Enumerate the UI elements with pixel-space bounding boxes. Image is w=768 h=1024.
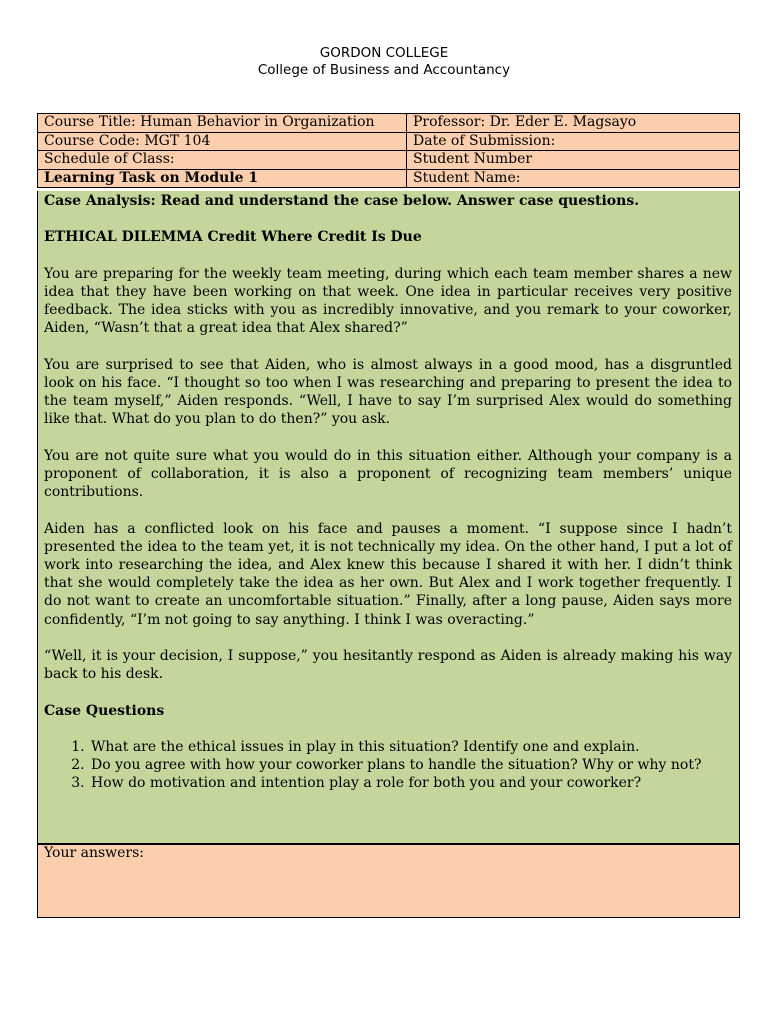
professor-cell: Professor: Dr. Eder E. Magsayo xyxy=(407,114,740,133)
case-paragraph: You are not quite sure what you would do in this situation either. Although your company is a proponent of collaboration, it is also a proponent of recognizing team members’ unique contributions. xyxy=(44,447,732,501)
list-item: 2. Do you agree with how your coworker plans to handle the situation? Why or why not? xyxy=(89,756,732,774)
case-paragraph: You are surprised to see that Aiden, who is almost always in a good mood, has a disgruntled look on his face. “I thought so too when I was researching and preparing to present the idea to the team myself,” Aiden responds. “Well, I have to say I’m surprised Alex would do something like that. What do you plan to do then?” you ask. xyxy=(44,356,732,428)
answers-label: Your answers: xyxy=(44,845,145,861)
table-row xyxy=(38,114,740,133)
case-questions-heading: Case Questions xyxy=(44,702,165,719)
list-item: 3. How do motivation and intention play a role for both you and your coworker? xyxy=(89,774,732,792)
list-item: 1. What are the ethical issues in play in this situation? Identify one and explain. xyxy=(89,738,732,756)
table-row xyxy=(38,151,740,170)
course-title-cell: Course Title: Human Behavior in Organization xyxy=(38,114,407,133)
document-header xyxy=(0,45,768,79)
department-name: College of Business and Accountancy xyxy=(257,62,511,78)
table-row xyxy=(38,169,740,188)
case-paragraph: “Well, it is your decision, I suppose,” you hesitantly respond as Aiden is already making his way back to his desk. xyxy=(44,647,732,683)
institution-name: GORDON COLLEGE xyxy=(319,45,449,61)
answers-area[interactable] xyxy=(37,844,740,918)
case-instruction: Case Analysis: Read and understand the case below. Answer case questions. xyxy=(44,193,640,209)
case-analysis-section xyxy=(37,191,740,844)
case-paragraph: Aiden has a conflicted look on his face and pauses a moment. “I suppose since I hadn’t presented the idea to the team yet, it is not technically my idea. On the other hand, I put a lot of work into researching the idea, and Alex knew this because I shared it with her. I didn’t think that she would completely take the idea as her own. But Alex and I work together frequently. I do not want to create an uncomfortable situation.” Finally, after a long pause, Aiden says more confidently, “I’m not going to say anything. I think I was overacting.” xyxy=(44,520,732,628)
case-questions-list xyxy=(44,738,732,793)
student-number-cell: Student Number xyxy=(407,151,740,170)
course-info-table xyxy=(37,113,740,188)
learning-task-cell: Learning Task on Module 1 xyxy=(38,169,407,188)
date-of-submission-cell: Date of Submission: xyxy=(407,132,740,151)
case-paragraph: You are preparing for the weekly team meeting, during which each team member shares a new idea that they have been working on that week. One idea in particular receives very positive feedback. The idea sticks with you as incredibly innovative, and you remark to your coworker, Aiden, “Wasn’t that a great idea that Alex shared?” xyxy=(44,265,732,337)
case-title: ETHICAL DILEMMA Credit Where Credit Is Due xyxy=(44,229,422,246)
course-code-cell: Course Code: MGT 104 xyxy=(38,132,407,151)
student-name-cell: Student Name: xyxy=(407,169,740,188)
schedule-cell: Schedule of Class: xyxy=(38,151,407,170)
table-row xyxy=(38,132,740,151)
